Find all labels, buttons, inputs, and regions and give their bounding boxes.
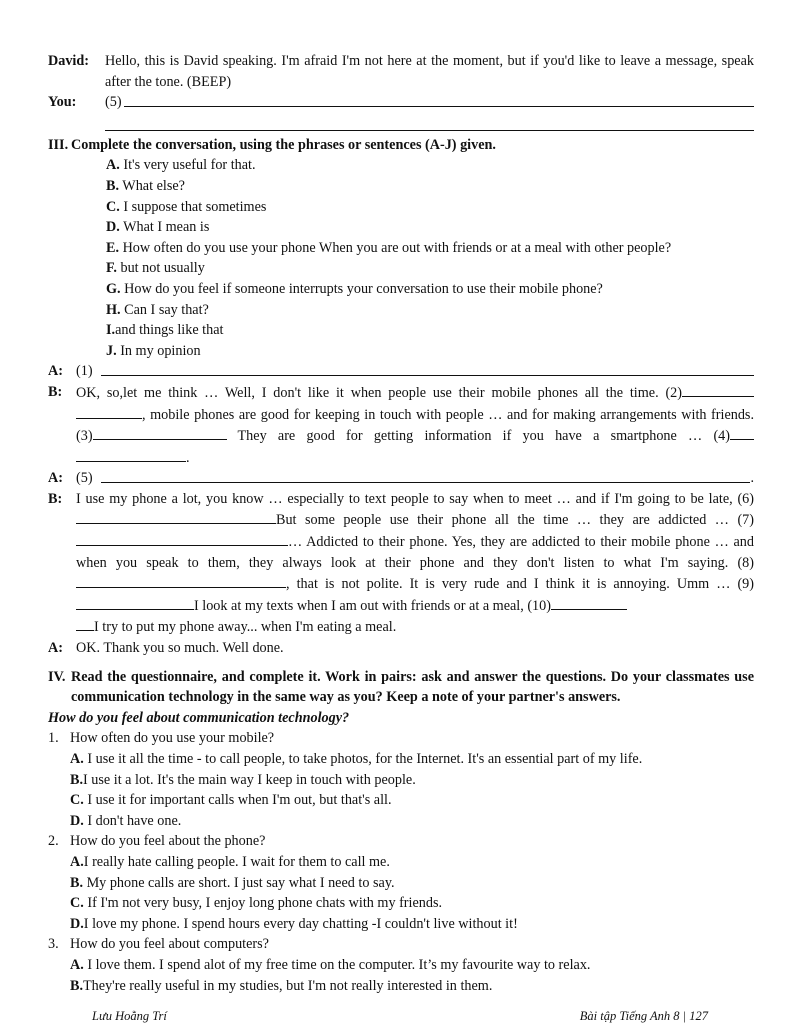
speaker-label: A: <box>48 640 63 657</box>
option-item <box>106 279 754 300</box>
voicemail-david <box>48 51 754 92</box>
answer-blank[interactable] <box>105 115 754 131</box>
dialogue-text: I try to put my phone away... when I'm eating a meal. <box>94 619 397 636</box>
answer-blank[interactable] <box>93 425 227 440</box>
dialogue-line <box>48 468 754 489</box>
blank-number: (1) <box>76 363 93 380</box>
question-block <box>48 934 754 996</box>
answer-option[interactable] <box>48 852 754 873</box>
option-text: They're really useful in my studies, but I'm not really interested in them. <box>83 977 493 994</box>
answer-blank[interactable] <box>76 616 94 631</box>
page <box>48 51 754 996</box>
speaker-label: A: <box>48 470 63 487</box>
answer-option[interactable] <box>48 914 754 935</box>
footer-author: Lưu Hoằng Trí <box>92 1009 167 1023</box>
answer-option[interactable] <box>48 790 754 811</box>
answer-option[interactable] <box>48 955 754 976</box>
answer-option[interactable] <box>48 770 754 791</box>
option-letter: B. <box>70 771 84 788</box>
blank-number: (5) <box>105 94 122 111</box>
option-text: My phone calls are short. I just say what I need to say. <box>83 874 395 891</box>
option-letter: F. <box>106 260 117 277</box>
option-text: Can I say that? <box>120 301 209 318</box>
option-text: I use it for important calls when I'm out, but that's all. <box>83 792 392 809</box>
option-text: How do you feel if someone interrupts your conversation to use their mobile phone? <box>120 280 603 297</box>
answer-blank[interactable] <box>76 595 194 610</box>
section-heading <box>48 667 754 708</box>
question-text: How do you feel about the phone? <box>70 833 266 850</box>
dialogue-text: I look at my texts when I am out with friends or at a meal, (10) <box>194 597 551 614</box>
option-letter: J. <box>106 342 117 359</box>
answer-blank[interactable] <box>101 468 751 483</box>
section-number: III. <box>48 136 69 153</box>
option-item <box>106 155 754 176</box>
option-item <box>106 217 754 238</box>
option-text: but not usually <box>116 260 205 277</box>
option-letter: H. <box>106 301 121 318</box>
question-text: How do you feel about computers? <box>70 936 269 953</box>
speaker-label: A: <box>48 363 63 380</box>
option-text: It's very useful for that. <box>119 157 256 174</box>
option-letter: A. <box>106 157 120 174</box>
answer-option[interactable] <box>48 873 754 894</box>
dialogue-line <box>48 489 754 638</box>
dialogue-text: They are good for getting information if you have a smartphone … (4) <box>226 428 730 445</box>
voicemail-you <box>48 92 754 113</box>
option-letter: A. <box>70 956 84 973</box>
option-text: and things like that <box>115 322 224 339</box>
option-letter: G. <box>106 280 121 297</box>
dialogue-text: OK. Thank you so much. Well done. <box>76 640 284 657</box>
punctuation: . <box>750 470 754 487</box>
option-letter: B. <box>106 177 120 194</box>
option-text: If I'm not very busy, I enjoy long phone chats with my friends. <box>83 895 443 912</box>
option-item <box>106 197 754 218</box>
dialogue-line <box>48 382 754 468</box>
speaker-label: David: <box>48 53 89 69</box>
answer-blank[interactable] <box>551 595 627 610</box>
option-text: I love my phone. I spend hours every day chatting -I couldn't live without it! <box>83 915 518 932</box>
option-text: I use it a lot. It's the main way I keep in touch with people. <box>83 771 416 788</box>
section-title: Complete the conversation, using the phrases or sentences (A-J) given. <box>71 136 496 153</box>
option-letter: C. <box>70 792 84 809</box>
section-number: IV. <box>48 668 66 685</box>
option-text: In my opinion <box>116 342 201 359</box>
answer-blank[interactable] <box>76 531 288 546</box>
answer-option[interactable] <box>48 811 754 832</box>
option-item <box>106 341 754 362</box>
answer-blank[interactable] <box>76 447 186 462</box>
answer-blank[interactable] <box>76 509 276 524</box>
question-block <box>48 831 754 934</box>
answer-blank[interactable] <box>730 425 754 440</box>
option-item <box>106 300 754 321</box>
option-letter: A. <box>70 751 84 767</box>
option-item <box>106 258 754 279</box>
option-letter: D. <box>70 812 84 829</box>
question-block <box>48 728 754 831</box>
dialogue-text: … Addicted to their phone. Yes, they are addicted to their mobile phone … and when you speak to them, they always look at their phone and they don't listen to what I'm saying. (8) <box>76 534 754 571</box>
option-letter: E. <box>106 239 120 256</box>
dialogue-text: . <box>186 449 190 466</box>
option-letter: B. <box>70 874 84 891</box>
dialogue-text: OK, so,let me think … Well, I don't like it when people use their mobile phones all the time. (2) <box>76 384 682 401</box>
option-letter: D. <box>70 915 84 932</box>
option-text: What I mean is <box>119 219 210 236</box>
dialogue-line <box>48 361 754 382</box>
dialogue-line <box>48 638 754 659</box>
section-title: Read the questionnaire, and complete it. Work in pairs: ask and answer the questions. Do your classmates use communication technology in the same way as you? Keep a note of your partner's answers. <box>71 668 754 706</box>
question-number: 2. <box>48 833 59 850</box>
page-footer <box>92 1006 708 1027</box>
option-item <box>106 176 754 197</box>
option-letter: D. <box>106 219 120 236</box>
dialogue-text: , mobile phones are good for keeping in touch with people … and for making arrangements with friends. (3) <box>76 406 754 445</box>
option-item <box>106 238 754 259</box>
option-letter: C. <box>106 198 120 215</box>
answer-blank[interactable] <box>76 573 286 588</box>
question-text: How often do you use your mobile? <box>70 730 275 747</box>
options-list <box>48 155 754 361</box>
option-text: How often do you use your phone When you are out with friends or at a meal with other people? <box>119 239 672 256</box>
answer-blank[interactable] <box>101 361 754 376</box>
option-letter: C. <box>70 895 84 912</box>
speaker-label: B: <box>48 383 63 400</box>
option-text: I really hate calling people. I wait for them to call me. <box>83 853 390 870</box>
question-number: 3. <box>48 936 59 953</box>
option-letter: B. <box>70 977 84 994</box>
answer-option[interactable] <box>48 976 754 997</box>
option-text: I suppose that sometimes <box>119 198 267 215</box>
dialogue-text: , that is not polite. It is very rude and I think it is annoying. Umm … (9) <box>286 576 754 593</box>
speaker-label: B: <box>48 490 63 507</box>
answer-blank[interactable] <box>76 404 142 419</box>
option-text: What else? <box>119 177 185 194</box>
dialogue-text: But some people use their phone all the time … they are addicted … (7) <box>276 512 754 529</box>
blank-number: (5) <box>76 470 93 487</box>
option-text: I love them. I spend alot of my free time on the computer. It’s my favourite way to relax. <box>83 956 591 973</box>
section-heading <box>48 135 754 156</box>
footer-book-page: Bài tập Tiếng Anh 8 | 127 <box>579 1009 708 1023</box>
option-letter: A. <box>70 853 84 870</box>
option-text: I use it all the time - to call people, to take photos, for the Internet. It's an essential part of my life. <box>83 751 643 767</box>
dialogue-text: Hello, this is David speaking. I'm afraid I'm not here at the moment, but if you'd like to leave a message, speak after the tone. (BEEP) <box>105 53 754 90</box>
option-text: I don't have one. <box>83 812 182 829</box>
questionnaire-title: How do you feel about communication technology? <box>48 709 350 726</box>
answer-option[interactable] <box>48 749 754 770</box>
answer-option[interactable] <box>48 893 754 914</box>
option-letter: I. <box>106 322 116 339</box>
dialogue-text: I use my phone a lot, you know … especially to text people to say when to meet … and if I'm going to be late, (6) <box>76 490 754 507</box>
option-item <box>106 320 754 341</box>
speaker-label: You: <box>48 94 77 111</box>
question-number: 1. <box>48 730 59 747</box>
answer-blank[interactable] <box>682 382 754 397</box>
answer-blank[interactable] <box>124 92 754 107</box>
